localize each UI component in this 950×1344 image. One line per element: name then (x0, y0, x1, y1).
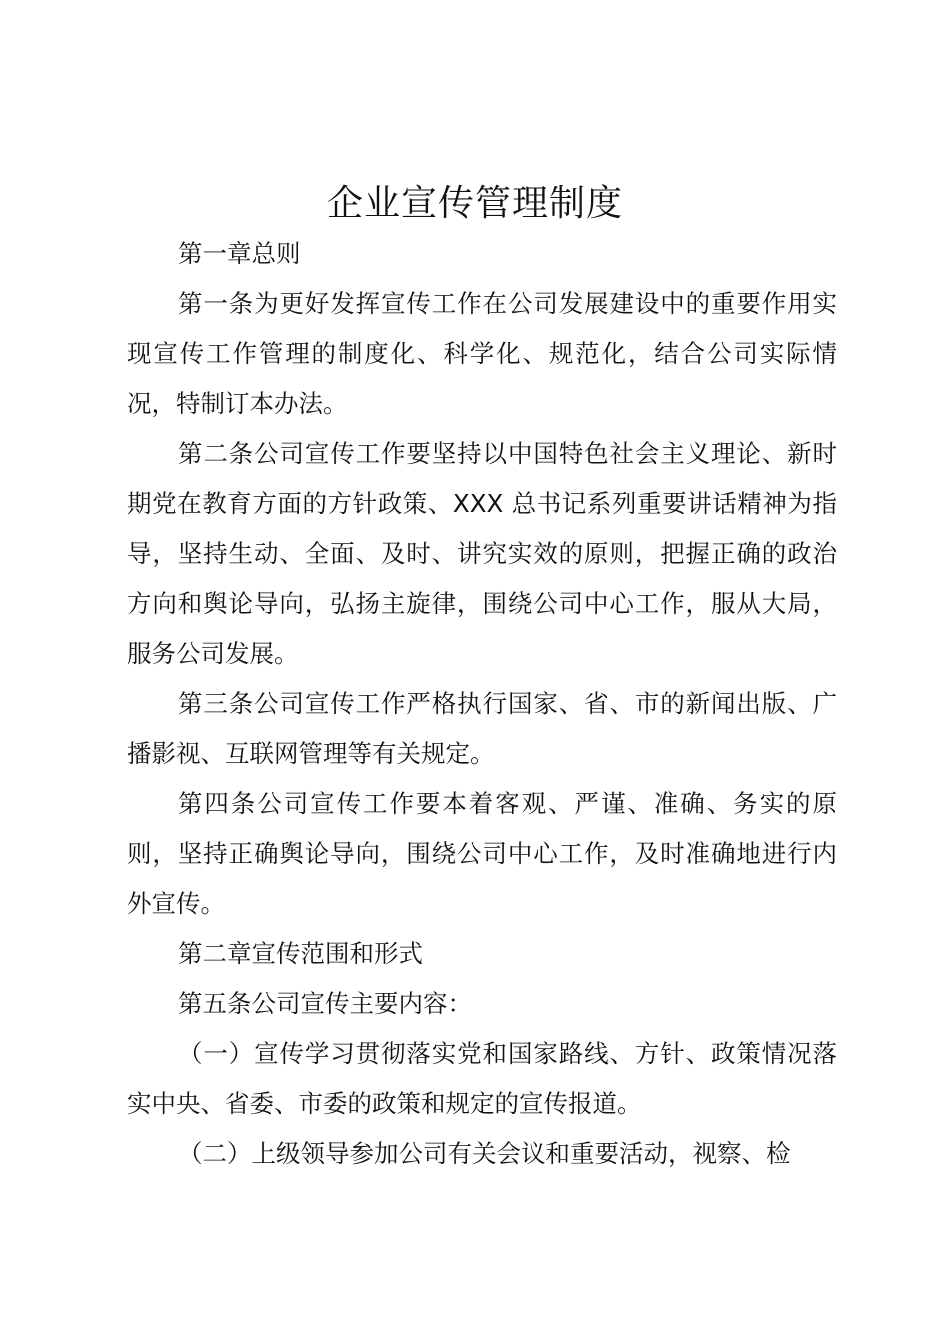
document-body (127, 229, 837, 1179)
chapter-heading-general: 第一章总则 (178, 239, 301, 268)
article-4-paragraph: 第四条公司宣传工作要本着客观、严谨、准确、务实的原则，坚持正确舆论导向，围绕公司中心工作，及时准确地进行内外宣传。 (127, 789, 837, 918)
item-1-paragraph: （一）宣传学习贯彻落实党和国家路线、方针、政策情况落实中央、省委、市委的政策和规定的宣传报道。 (127, 1039, 837, 1118)
item-2-paragraph: （二）上级领导参加公司有关会议和重要活动，视察、检 (178, 1139, 791, 1168)
article-2-paragraph: 第二条公司宣传工作要坚持以中国特色社会主义理论、新时期党在教育方面的方针政策、XXX 总书记系列重要讲话精神为指导，坚持生动、全面、及时、讲究实效的原则，把握正确的政治方向和舆论导向，弘扬主旋律，围绕公司中心工作，服从大局，服务公司发展。 (127, 439, 837, 668)
article-3-paragraph: 第三条公司宣传工作严格执行国家、省、市的新闻出版、广播影视、互联网管理等有关规定。 (127, 689, 837, 768)
chapter-heading-scope: 第二章宣传范围和形式 (178, 939, 423, 968)
document-title: 企业宣传管理制度 (326, 183, 623, 224)
article-5-paragraph: 第五条公司宣传主要内容： (178, 989, 472, 1018)
article-1-paragraph: 第一条为更好发挥宣传工作在公司发展建设中的重要作用实现宣传工作管理的制度化、科学化、规范化，结合公司实际情况，特制订本办法。 (127, 289, 837, 418)
